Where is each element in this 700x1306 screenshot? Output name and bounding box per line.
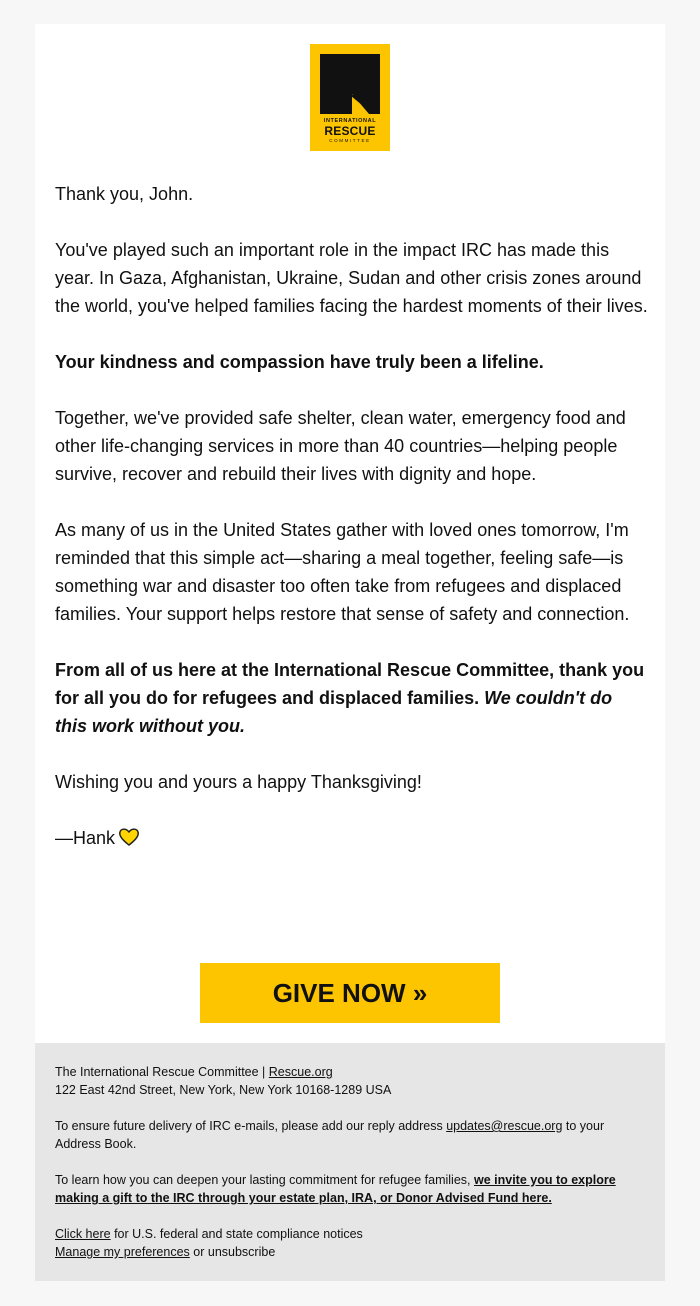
compliance-text: for U.S. federal and state compliance notices [114, 1227, 363, 1241]
email-footer [35, 1043, 665, 1281]
footer-delivery-text: To ensure future delivery of IRC e-mails, please add our reply address [55, 1119, 443, 1133]
thank-you-bold-italic: We couldn't do this work without you. [55, 688, 613, 736]
footer-delivery-block [55, 1117, 645, 1153]
estate-gift-link[interactable]: we invite you to explore making a gift to the IRC through your estate plan, IRA, or Donor Advised Fund here. [55, 1173, 616, 1205]
footer-delivery-post: to your Address Book. [55, 1119, 605, 1151]
signature: —Hank [55, 828, 116, 848]
irc-logo [310, 44, 390, 151]
thank-you-bold: From all of us here at the International Rescue Committee, thank you for all you do for refugees and displaced families. [55, 660, 645, 708]
yellow-heart-icon [118, 827, 140, 855]
manage-preferences-link[interactable]: Manage my preferences [55, 1245, 190, 1259]
logo-text-rescue: RESCUE [324, 124, 376, 138]
rescue-org-link[interactable]: Rescue.org [268, 1065, 333, 1079]
give-now-button[interactable]: GIVE NOW » [200, 963, 500, 1023]
paragraph-wishing: Wishing you and yours a happy Thanksgiving! [55, 772, 422, 792]
paragraph-thanksgiving: As many of us in the United States gather with loved ones tomorrow, I'm reminded that this simple act—sharing a meal together, feeling safe—is something war and disaster too often take from refugees and displaced families. Your support helps restore that sense of safety and connection. [55, 520, 630, 624]
footer-compliance-block [55, 1225, 645, 1261]
email-body [55, 180, 649, 883]
email-card [35, 24, 665, 1043]
paragraph-together: Together, we've provided safe shelter, clean water, emergency food and other life-changing services in more than 40 countries—helping people survive, recover and rebuild their lives with dignity and hope. [55, 408, 626, 484]
paragraph-impact: You've played such an important role in the impact IRC has made this year. In Gaza, Afghanistan, Ukraine, Sudan and other crisis zones around the world, you've helped families facing the hardest moments of their lives. [55, 240, 648, 316]
reply-email-link[interactable]: updates@rescue.org [446, 1119, 563, 1133]
paragraph-kindness: Your kindness and compassion have truly been a lifeline. [55, 352, 544, 372]
unsubscribe-text: or unsubscribe [193, 1245, 276, 1259]
paragraph-thank-you [55, 656, 649, 740]
footer-org-name: The International Rescue Committee | [55, 1065, 266, 1079]
greeting: Thank you, John. [55, 184, 194, 204]
logo-text-international: INTERNATIONAL [323, 118, 377, 124]
footer-estate-text: To learn how you can deepen your lasting commitment for refugee families, [55, 1173, 471, 1187]
footer-address: 122 East 42nd Street, New York, New York 10168-1289 USA [55, 1083, 392, 1097]
signature-line [55, 824, 649, 855]
footer-org-block [55, 1063, 645, 1099]
logo-text-committee: COMMITTEE [329, 138, 371, 143]
compliance-link[interactable]: Click here [55, 1227, 111, 1241]
footer-estate-block [55, 1171, 645, 1207]
